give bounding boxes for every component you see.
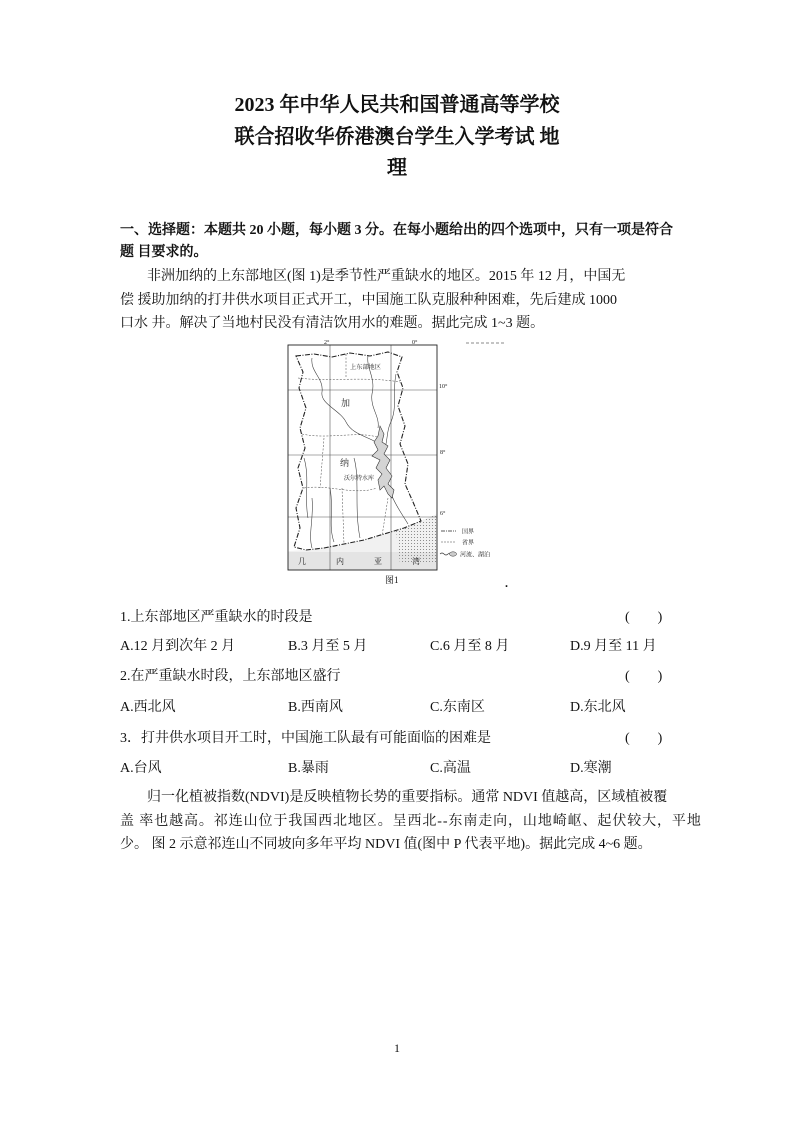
longitude-label-2w: 2° <box>324 340 330 346</box>
legend-national-border-label: 国界 <box>462 529 475 536</box>
question-1-answer-bracket: ( ) <box>625 610 663 625</box>
map-legend <box>440 528 490 559</box>
passage2-line-3: 少。 图 2 示意祁连山不同坡向多年平均 NDVI 值(图中 P 代表平地)。据此完成 4~6 题。 <box>120 837 652 852</box>
question-1-option-b: B.3 月至 5 月 <box>288 639 368 654</box>
country-label-na: 纳 <box>340 458 350 468</box>
question-2-option-b: B.西南风 <box>288 700 343 715</box>
passage1-line-2: 偿 援助加纳的打井供水项目正式开工，中国施工队克服种种困难，先后建成 1000 <box>120 293 617 308</box>
ghana-national-border <box>294 352 421 550</box>
upper-east-region-label: 上东部地区 <box>350 364 381 371</box>
passage1-line-3: 口水 井。解决了当地村民没有清洁饮用水的难题。据此完成 1~3 题。 <box>120 316 545 331</box>
question-3-option-a: A.台风 <box>120 761 162 776</box>
legend-lake-symbol <box>449 552 456 556</box>
question-2-option-c: C.东南区 <box>430 700 485 715</box>
section-heading-line-1: 一、选择题：本题共 20 小题，每小题 3 分。在每小题给出的四个选项中，只有一项是符合 <box>120 223 673 238</box>
latitude-label-10n: 10° <box>439 384 448 390</box>
exam-title-line-3: 理 <box>387 157 407 179</box>
question-2-option-a: A.西北风 <box>120 700 176 715</box>
rivers <box>304 356 408 548</box>
figure1-caption: 图1 <box>385 575 399 585</box>
sea-label-char-3: 亚 <box>374 557 382 566</box>
passage1-line-1: 非洲加纳的上东部地区(图 1)是季节性严重缺水的地区。2015 年 12 月，中国无 <box>147 269 626 284</box>
question-1-option-c: C.6 月至 8 月 <box>430 639 510 654</box>
latitude-label-6n: 6° <box>440 511 446 517</box>
exam-title-line-1: 2023 年中华人民共和国普通高等学校 <box>234 94 560 116</box>
sea-label-char-2: 内 <box>336 557 344 566</box>
question-3-stem: 3．打井供水项目开工时，中国施工队最有可能面临的困难是 <box>120 731 491 746</box>
question-2-answer-bracket: ( ) <box>625 669 663 684</box>
legend-province-border-label: 省界 <box>462 540 475 547</box>
question-3-answer-bracket: ( ) <box>625 731 663 746</box>
page-number: 1 <box>394 1041 400 1055</box>
legend-river-lake-label: 河流、湖泊 <box>460 552 491 559</box>
ghana-map-figure <box>284 338 494 574</box>
lake-volta-label: 沃尔特水库 <box>344 476 375 482</box>
question-3-option-d: D.寒潮 <box>570 761 612 776</box>
question-1-stem: 1.上东部地区严重缺水的时段是 <box>120 610 313 625</box>
legend-river-symbol <box>440 553 450 555</box>
exam-title-line-2: 联合招收华侨港澳台学生入学考试 地 <box>234 126 560 148</box>
sea-label-char-4: 湾 <box>412 557 420 566</box>
sea-label-char-1: 几 <box>298 557 306 566</box>
stray-mark: . <box>505 576 508 590</box>
longitude-label-0: 0° <box>412 340 418 346</box>
country-label-jia: 加 <box>341 398 351 408</box>
question-2-stem: 2.在严重缺水时段，上东部地区盛行 <box>120 669 341 684</box>
latitude-label-8n: 8° <box>440 450 446 456</box>
passage2-line-2: 盖 率也越高。祁连山位于我国西北地区。呈西北--东南走向，山地崎岖、起伏较大，平地 <box>120 814 702 829</box>
question-1-option-d: D.9 月至 11 月 <box>570 639 657 654</box>
question-2-option-d: D.东北风 <box>570 700 626 715</box>
section-heading-line-2: 题 目要求的。 <box>120 245 208 260</box>
question-3-option-b: B.暴雨 <box>288 761 329 776</box>
question-1-option-a: A.12 月到次年 2 月 <box>120 639 236 654</box>
question-3-option-c: C.高温 <box>430 761 471 776</box>
passage2-line-1: 归一化植被指数(NDVI)是反映植物长势的重要指标。通常 NDVI 值越高，区域植被覆 <box>147 790 668 805</box>
